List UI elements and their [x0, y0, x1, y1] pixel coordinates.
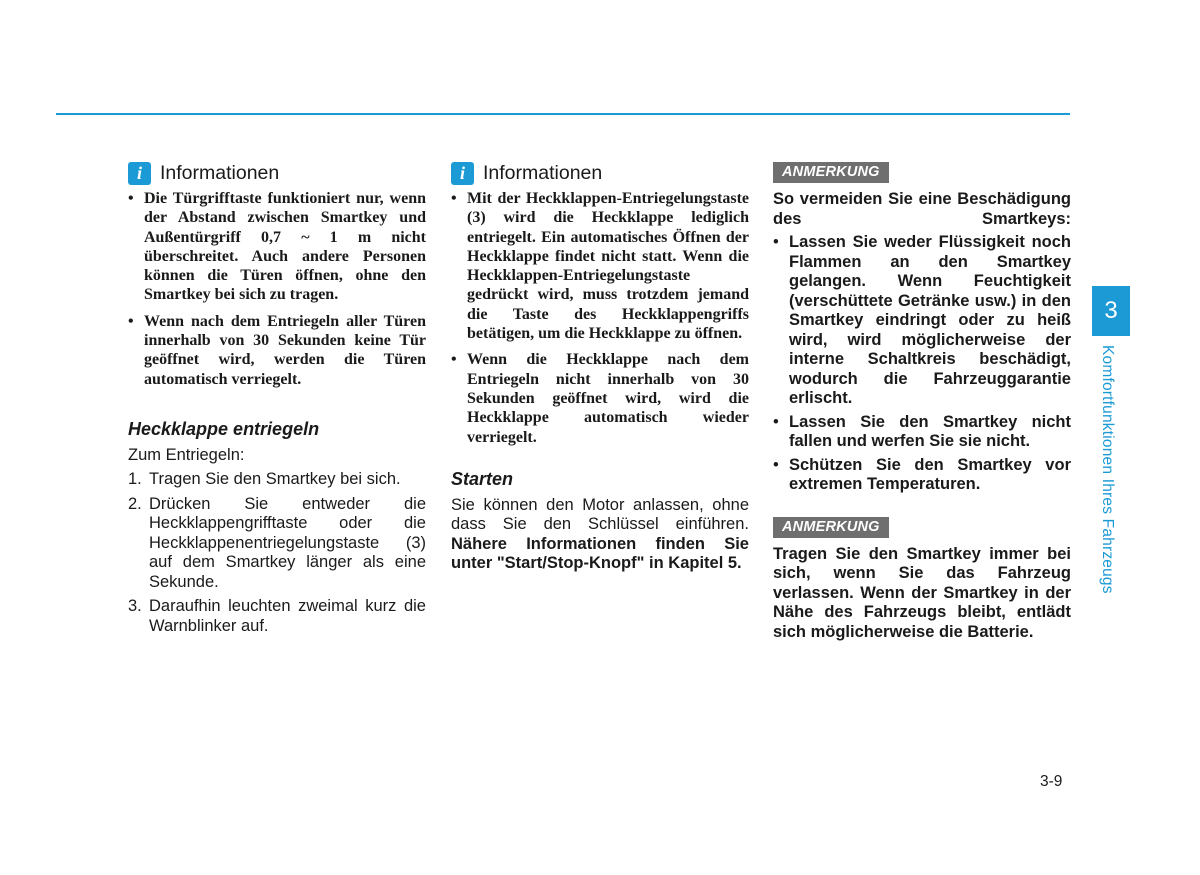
chapter-side-label: Komfortfunktionen Ihres Fahrzeugs [1099, 345, 1116, 594]
note-item: • Lassen Sie weder Flüssigkeit noch Flammen an den Smartkey gelangen. Wenn Feuchtigkeit (verschüttete Getränke usw.) in den Smartkey eindringt oder zu heiß wird, wird möglicherweise der interne Schaltkreis beschädigt, wodurch die Fahrzeuggarantie erlischt. [773, 233, 1071, 409]
info-item: • Die Türgrifftaste funktioniert nur, wenn der Abstand zwischen Smartkey und Außentürgriff 0,7 ~ 1 m nicht überschreitet. Auch andere Personen können die Türen öffnen, ohne den Smartkey bei sich zu tragen. [128, 189, 426, 305]
intro-text: Zum Entriegeln: [128, 445, 245, 464]
page-number: 3-9 [1040, 773, 1063, 790]
step-text: Tragen Sie den Smartkey bei sich. [149, 470, 401, 489]
column-left [128, 162, 426, 636]
section-title: Starten [451, 468, 514, 489]
starting-text-plain: Sie können den Motor anlassen, ohne dass Sie den Schlüssel einführen. [451, 495, 749, 534]
step-text: Drücken Sie entweder die Heckklappengrifftaste oder die Heckklappenentriegelungstaste (3) auf dem Smartkey länger als eine Sekunde. [149, 494, 426, 591]
note-item: • Lassen Sie den Smartkey nicht fallen und werfen Sie sie nicht. [773, 413, 1071, 452]
info-item: • Mit der Heckklappen-Entriegelungstaste (3) wird die Heckklappe lediglich entriegelt. Ein automatisches Öffnen der Heckklappe findet nicht statt. Wenn die Heckklappen-Entriegelungstaste gedrückt wird, muss trotzdem jemand die Taste des Heckklappengriffs betätigen, um die Heckklappe zu öffnen. [451, 189, 749, 343]
info-item: • Wenn die Heckklappe nach dem Entriegeln nicht innerhalb von 30 Sekunden geöffnet wird, wird die Heckklappe automatisch wieder verriegelt. [451, 350, 749, 446]
section-title: Heckklappe entriegeln [128, 418, 320, 439]
steps-list [128, 470, 426, 636]
note-list [773, 233, 1071, 495]
step-item [128, 597, 426, 636]
info-list [451, 189, 749, 447]
info-icon: i [451, 162, 474, 185]
note-text: Tragen Sie den Smartkey immer bei sich, wenn Sie das Fahrzeug verlassen. Wenn der Smartkey in der Nähe des Fahrzeugs bleibt, entlädt sich möglicherweise die Batterie. [773, 544, 1071, 641]
step-item [128, 495, 426, 593]
info-title: Informationen [160, 162, 280, 184]
chapter-tab: 3 [1092, 286, 1130, 336]
note-badge: ANMERKUNG [773, 162, 889, 183]
step-number: 2. [128, 494, 142, 513]
column-right [773, 162, 1071, 642]
starting-text [451, 496, 749, 574]
step-number: 3. [128, 597, 142, 616]
info-title: Informationen [483, 162, 603, 184]
step-text: Daraufhin leuchten zweimal kurz die Warnblinker auf. [149, 597, 426, 635]
starting-text-bold: Nähere Informationen finden Sie unter "Start/Stop-Knopf" in Kapitel 5. [451, 534, 749, 573]
step-number: 1. [128, 470, 142, 489]
note-badge: ANMERKUNG [773, 517, 889, 538]
info-icon: i [128, 162, 151, 185]
step-item [128, 470, 426, 490]
column-middle [451, 162, 749, 574]
info-item: • Wenn nach dem Entriegeln aller Türen innerhalb von 30 Sekunden keine Tür geöffnet wird, werden die Türen automatisch verriegelt. [128, 312, 426, 389]
info-list [128, 189, 426, 389]
note-item: • Schützen Sie den Smartkey vor extremen Temperaturen. [773, 456, 1071, 495]
note-heading: So vermeiden Sie eine Beschädigung des Smartkeys: [773, 190, 1071, 228]
info-box-header [451, 162, 749, 185]
header-rule [56, 113, 1070, 115]
info-box-header [128, 162, 426, 185]
